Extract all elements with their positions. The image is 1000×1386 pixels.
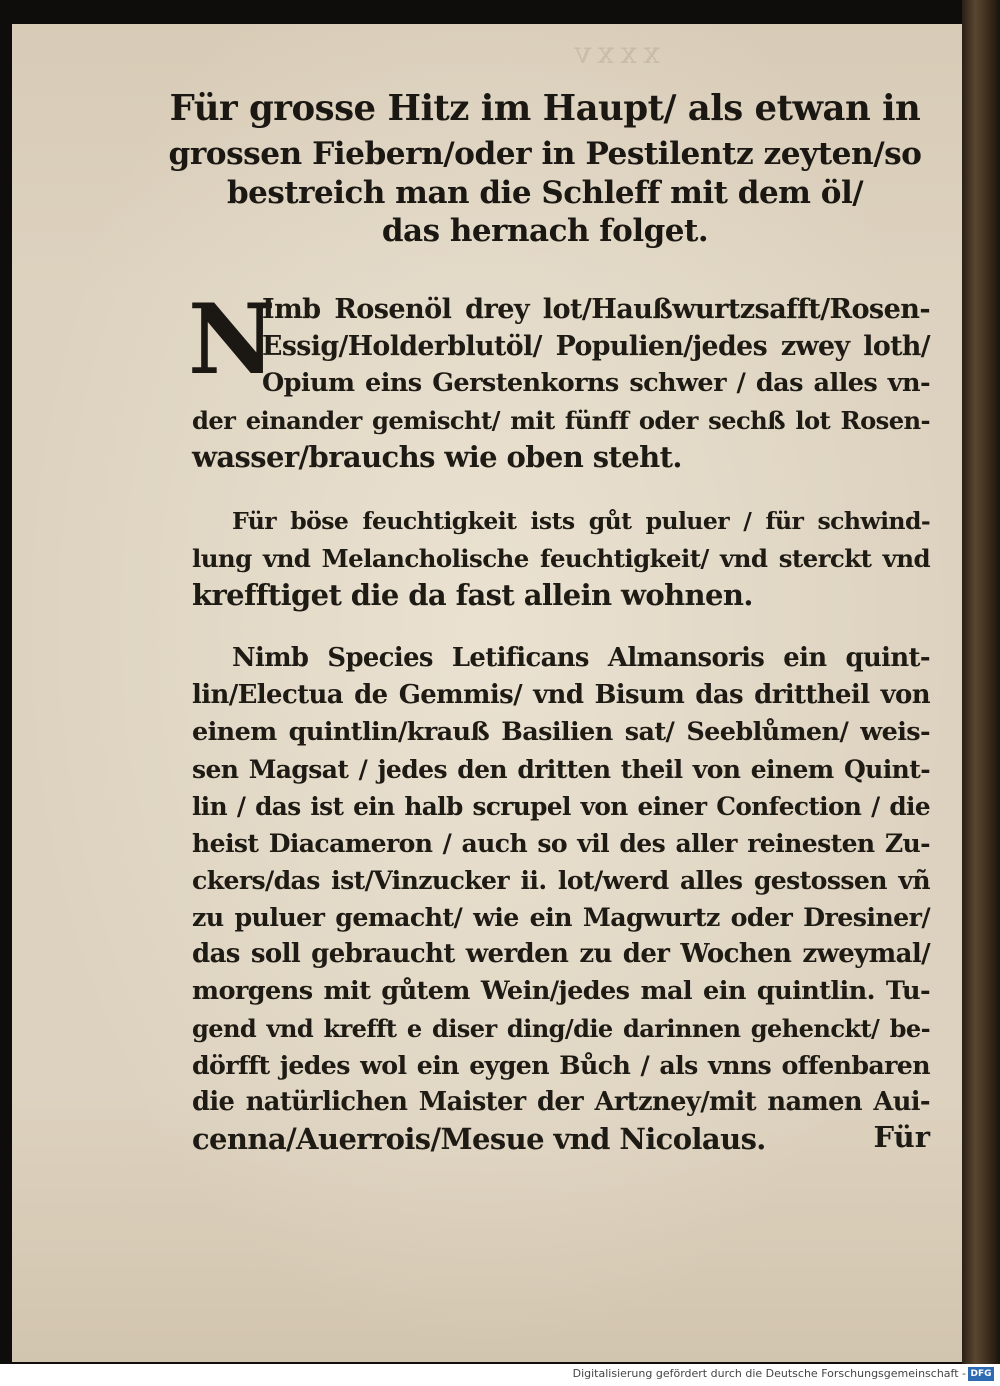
- bleed-through-mark: xxxv: [568, 36, 660, 71]
- catchword: Für: [873, 1120, 930, 1154]
- heading-line-3: bestreich man die Schleff mit dem öl/: [226, 175, 864, 211]
- text-line: gend vnd krefft e diser ding/die darinnen gehenckt/ be-: [192, 1014, 930, 1043]
- text-line: zu puluer gemacht/ wie ein Magwurtz oder Dresiner/: [192, 902, 930, 932]
- text-line: Imb Rosenöl drey lot/Haußwurtzsafft/Rosen-: [262, 294, 930, 325]
- text-line: das soll gebraucht werden zu der Wochen zweymal/: [192, 939, 930, 969]
- text-line: wasser/brauchs wie oben steht.: [192, 440, 682, 474]
- page-heading: [160, 84, 930, 250]
- funding-credit: Digitalisierung gefördert durch die Deutsche Forschungsgemeinschaft -: [572, 1367, 966, 1380]
- heading-line-4: das hernach folget.: [381, 213, 709, 249]
- page-edge: [962, 0, 1000, 1364]
- text-line: heist Diacameron / auch so vil des aller reinesten Zu-: [192, 828, 930, 858]
- text-line: Opium eins Gerstenkorns schwer / das alles vn-: [262, 368, 930, 398]
- text-line: lin/Electua de Gemmis/ vnd Bisum das drittheil von: [192, 680, 930, 710]
- dfg-logo: DFG: [968, 1367, 994, 1381]
- text-line: lung vnd Melancholische feuchtigkeit/ vnd sterckt vnd: [192, 544, 930, 573]
- text-line: Für böse feuchtigkeit ists gůt puluer / für schwind-: [232, 507, 930, 535]
- heading-line-1: Für grosse Hitz im Haupt/ als etwan in: [169, 88, 921, 129]
- text-line: dörfft jedes wol ein eygen Bůch / als vnns offenbaren: [192, 1050, 930, 1080]
- text-line: sen Magsat / jedes den dritten theil von einem Quint-: [192, 755, 930, 784]
- drop-cap-initial: N: [188, 283, 276, 396]
- text-line: Nimb Species Letificans Almansoris ein quint-: [232, 643, 930, 673]
- paragraph-1-indented: [262, 291, 930, 402]
- text-line: cenna/Auerrois/Mesue vnd Nicolaus.: [192, 1122, 766, 1156]
- paragraph-3: [192, 640, 930, 1158]
- paragraph-1-full: [192, 402, 930, 476]
- text-line: die natürlichen Maister der Artzney/mit namen Aui-: [192, 1087, 930, 1117]
- paragraph-2: [192, 503, 930, 614]
- text-line: morgens mit gůtem Wein/jedes mal ein quintlin. Tu-: [192, 976, 930, 1006]
- text-line: der einander gemischt/ mit fünff oder sechß lot Rosen-: [192, 406, 930, 435]
- text-line: Essig/Holderblutöl/ Populien/jedes zwey loth/: [262, 331, 930, 362]
- text-line: ckers/das ist/Vinzucker ii. lot/werd alles gestossen vñ: [192, 865, 930, 895]
- text-line: krefftiget die da fast allein wohnen.: [192, 578, 753, 612]
- heading-line-2: grossen Fiebern/oder in Pestilentz zeyten/so: [168, 136, 922, 172]
- text-line: einem quintlin/krauß Basilien sat/ Seeblůmen/ weis-: [192, 717, 930, 747]
- text-line: lin / das ist ein halb scrupel von einer Confection / die: [192, 792, 930, 821]
